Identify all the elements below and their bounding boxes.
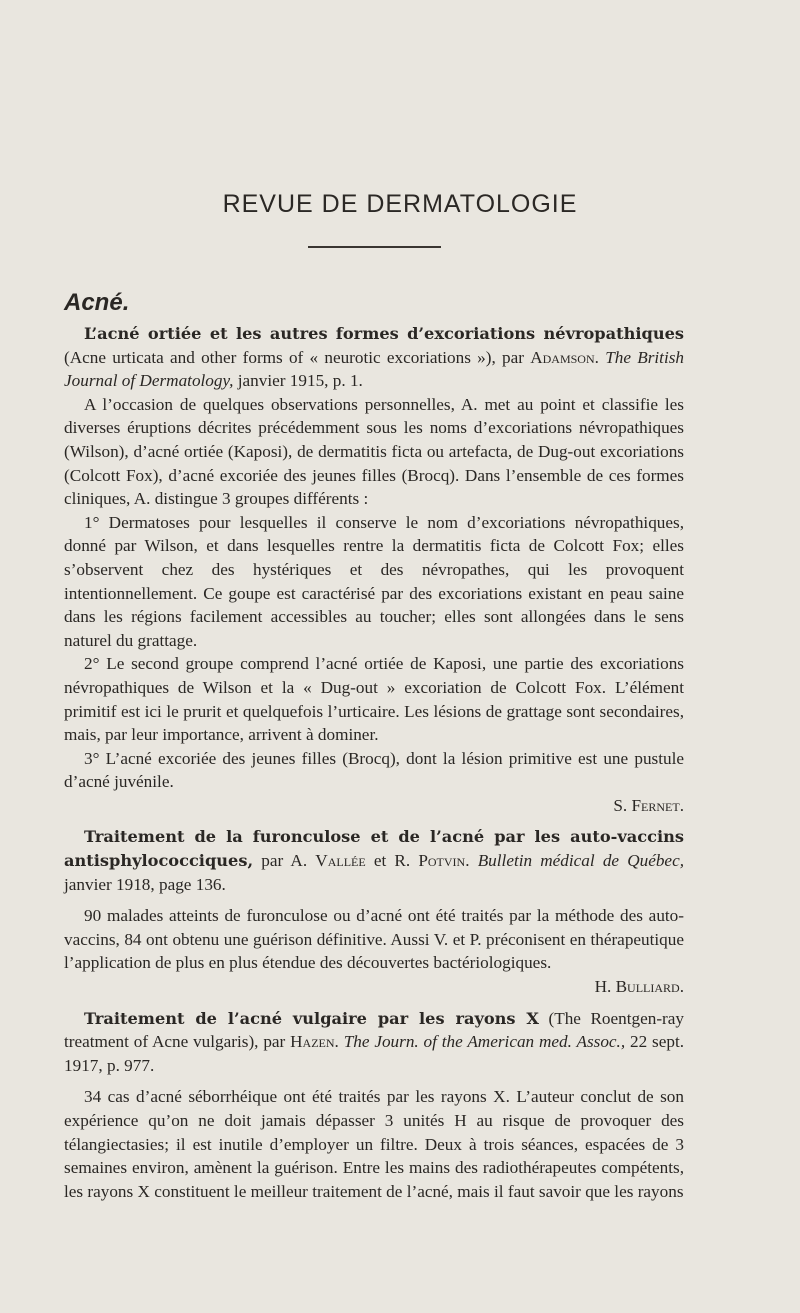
paragraph: A l’occasion de quelques observations personnelles, A. met au point et classifie les diverses éruptions décrites précédemment sous les noms d’excoriations névropathiques (Wilson), d’acné ortiée (Kaposi), de dermatitis ficta ou artefacta, de Dug-out excoriations (Colcott Fox), d’acné excoriée des jeunes filles (Brocq). Dans l’ensemble de ces formes cliniques, A. distingue 3 groupes différents : [64,394,684,509]
signature-name: Bulliard. [615,977,684,997]
author-name: Adamson [530,347,595,367]
reference-text: (The Roentgen-ray treatment of Acne vulgaris), par [64,1008,684,1052]
author-name: Potvin [418,851,466,871]
signature-initial: S. [613,795,632,815]
journal-name: The British Journal of Dermatology, [64,347,685,391]
reference-text: (Acne urticata and other forms of « neurotic excoriations »), par [64,347,531,367]
reference-text: . [334,1032,344,1052]
article-title: Traitement de l’acné vulgaire par les rayons X [84,1008,539,1028]
article-title: L’acné ortiée et les autres formes d’excoriations névropathiques [84,324,684,343]
signature-initial: H. [594,977,616,997]
reference-text: par A. [253,851,316,871]
article-body [64,288,684,1203]
reference-text: et R. [365,851,419,871]
signature [64,794,684,818]
paragraph: 3° L’acné excoriée des jeunes filles (Brocq), dont la lésion primitive est une pustule d’acné juvénile. [64,748,684,792]
reference-text: . [465,851,478,871]
paragraph: 1° Dermatoses pour lesquelles il conserve le nom d’excoriations névropathiques, donné par Wilson, et dans lesquelles rentre la dermatitis ficta de Colcott Fox; elles s’observent chez des hystériques et des névropathes, qui les provoquent intentionnellement. Ce goupe est caractérisé par des excoriations existant en peau saine dans les régions facilement accessibles au toucher; elles sont allongées dans le sens naturel du grattage. [64,512,684,650]
reference-text: janvier 1915, p. 1. [233,371,363,391]
author-name: Hazen [290,1032,335,1052]
running-header: REVUE DE DERMATOLOGIE [222,190,578,218]
reference-text: . [594,347,606,367]
journal-name: The Journ. of the American med. Assoc., [343,1032,626,1052]
article-heading [64,825,684,896]
article-title: Traitement de la furonculose et de l’acné par les auto-vaccins antisphylococciques, [64,827,684,871]
reference-text: 22 sept. 1917, p. 977. [64,1032,685,1075]
signature [64,975,684,999]
reference-text: janvier 1918, page 136. [64,874,226,894]
article-heading [64,1007,684,1078]
paragraph: 90 malades atteints de furonculose ou d’acné ont été traités par la méthode des auto-vaccins, 84 ont obtenu une guérison définitive. Aussi V. et P. préconisent en thérapeutique l’application de plus en plus étendue des découvertes bactériologiques. [64,906,684,973]
header-rule [308,246,441,248]
paragraph: 34 cas d’acné séborrhéique ont été traités par les rayons X. L’auteur conclut de son expérience qu’on ne doit jamais dépasser 3 unités H au risque de provoquer des télangiectasies; il est inutile d’employer un filtre. Deux à trois séances, espacées de 3 semaines environ, amènent la guérison. Entre les mains des radiothérapeutes compétents, les rayons X constituent le meilleur traitement de l’acné, mais il faut savoir que les rayons [64,1087,684,1201]
article-heading [64,322,684,393]
paragraph: 2° Le second groupe comprend l’acné ortiée de Kaposi, une partie des excoriations névropathiques de Wilson et la « Dug-out » excoriation de Colcott Fox. L’élément primitif est ici le prurit et quelquefois l’urticaire. Les lésions de grattage sont secondaires, mais, par leur importance, arrivent à dominer. [64,654,684,745]
journal-name: Bulletin médical de Québec, [477,851,684,871]
signature-name: Fernet. [631,795,684,815]
section-title: Acné. [64,289,130,316]
author-name: Vallée [315,851,366,871]
